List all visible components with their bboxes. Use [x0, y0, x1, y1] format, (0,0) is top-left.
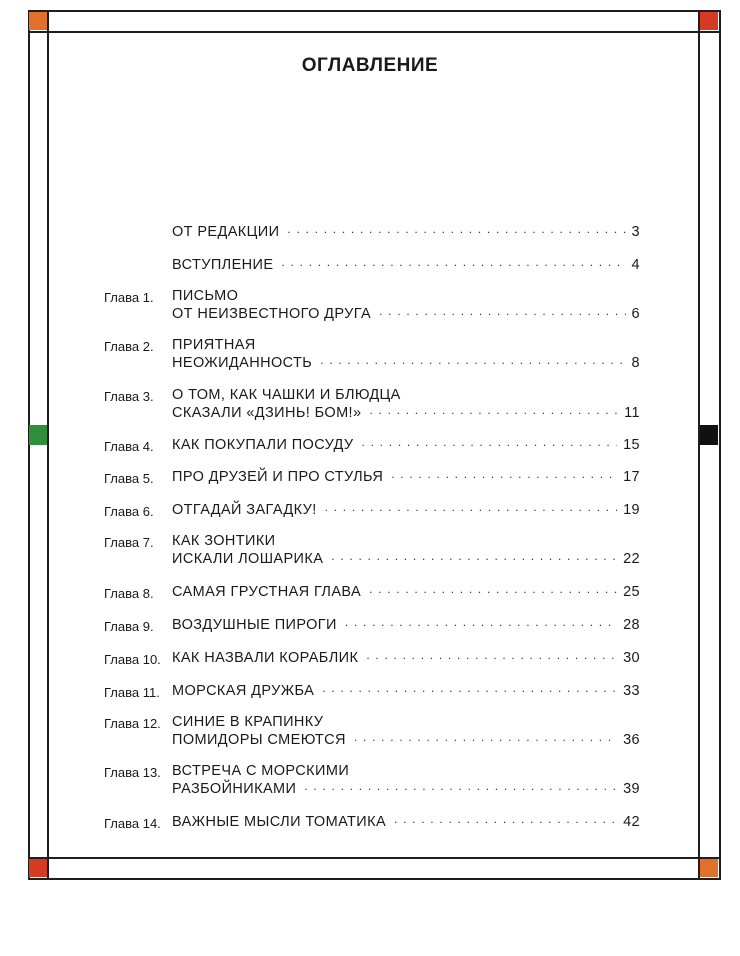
- chapter-title-row: [172, 405, 640, 421]
- chapter-title-line: ПРИЯТНАЯ: [172, 337, 256, 353]
- chapter-label: Глава 11.: [104, 685, 160, 700]
- page-number: 6: [631, 306, 640, 322]
- corner-top-left-square: [29, 12, 47, 30]
- frame-left-inner-line: [47, 10, 49, 880]
- chapter-title-line: ВАЖНЫЕ МЫСЛИ ТОМАТИКА: [172, 814, 387, 830]
- chapter-title-line: ПИСЬМО: [172, 288, 239, 304]
- dot-leader: [331, 549, 617, 563]
- page-number: 22: [623, 551, 640, 567]
- page-number: 15: [623, 437, 640, 453]
- dot-leader: [369, 582, 617, 596]
- page-number: 19: [623, 502, 640, 518]
- page-number: 3: [631, 224, 640, 240]
- chapter-label: Глава 12.: [104, 716, 161, 731]
- page-number: 4: [631, 257, 640, 273]
- chapter-title-row: [172, 437, 640, 453]
- frame-right-outer-line: [719, 10, 721, 880]
- frame-bottom-outer-line: [28, 878, 720, 880]
- chapter-title-row: [172, 584, 640, 600]
- chapter-title-line: ОТ НЕИЗВЕСТНОГО ДРУГА: [172, 306, 372, 322]
- chapter-label: Глава 7.: [104, 535, 154, 550]
- page-number: 28: [623, 617, 640, 633]
- chapter-label: Глава 6.: [104, 504, 154, 519]
- corner-bottom-left-square: [29, 859, 47, 877]
- chapter-label: Глава 4.: [104, 439, 154, 454]
- dot-leader: [354, 730, 617, 744]
- frame-bottom-inner-line: [28, 857, 720, 859]
- chapter-title-row: [172, 469, 640, 485]
- chapter-label: Глава 2.: [104, 339, 154, 354]
- chapter-title-row: [172, 650, 640, 666]
- page-number: 36: [623, 732, 640, 748]
- chapter-title-row: [172, 306, 640, 322]
- dot-leader: [394, 812, 617, 826]
- dot-leader: [322, 681, 617, 695]
- dot-leader: [366, 648, 617, 662]
- page-number: 11: [624, 405, 640, 421]
- corner-bottom-right-square: [700, 859, 718, 877]
- frame-top-inner-line: [28, 31, 720, 33]
- page-number: 8: [631, 355, 640, 371]
- chapter-title-row: [172, 732, 640, 748]
- chapter-title-line: РАЗБОЙНИКАМИ: [172, 781, 297, 797]
- chapter-label: Глава 13.: [104, 765, 161, 780]
- page-number: 39: [623, 781, 640, 797]
- chapter-title-line: ПОМИДОРЫ СМЕЮТСЯ: [172, 732, 346, 748]
- chapter-title-line: СИНИЕ В КРАПИНКУ: [172, 714, 324, 730]
- chapter-label: Глава 14.: [104, 816, 161, 831]
- chapter-label: Глава 9.: [104, 619, 154, 634]
- dot-leader: [391, 467, 617, 481]
- chapter-title-row: [172, 814, 640, 830]
- chapter-title-row: [172, 551, 640, 567]
- side-right-black-square: [700, 425, 718, 445]
- chapter-title-line: ВСТУПЛЕНИЕ: [172, 257, 274, 273]
- chapter-label: Глава 3.: [104, 389, 154, 404]
- chapter-title-line: ВСТРЕЧА С МОРСКИМИ: [172, 763, 350, 779]
- chapter-label: Глава 1.: [104, 290, 154, 305]
- dot-leader: [345, 615, 617, 629]
- page-number: 42: [623, 814, 640, 830]
- page-number: 17: [623, 469, 640, 485]
- chapter-title-row: [172, 355, 640, 371]
- chapter-title-row: [172, 683, 640, 699]
- chapter-title-row: [172, 781, 640, 797]
- chapter-title-line: НЕОЖИДАННОСТЬ: [172, 355, 313, 371]
- chapter-title-line: КАК ЗОНТИКИ: [172, 533, 276, 549]
- chapter-title-row: [172, 617, 640, 633]
- page-title: ОГЛАВЛЕНИЕ: [301, 55, 439, 76]
- chapter-title-line: ОТ РЕДАКЦИИ: [172, 224, 280, 240]
- frame-left-outer-line: [28, 10, 30, 880]
- chapter-title-line: ОТГАДАЙ ЗАГАДКУ!: [172, 502, 317, 518]
- dot-leader: [304, 779, 617, 793]
- corner-top-right-square: [700, 12, 718, 30]
- chapter-title-row: [172, 257, 640, 273]
- frame-top-outer-line: [28, 10, 720, 12]
- frame-right-inner-line: [698, 10, 700, 880]
- chapter-title-line: МОРСКАЯ ДРУЖБА: [172, 683, 315, 699]
- page-number: 25: [623, 584, 640, 600]
- chapter-title-row: [172, 224, 640, 240]
- chapter-label: Глава 5.: [104, 471, 154, 486]
- dot-leader: [362, 435, 618, 449]
- chapter-title-line: КАК НАЗВАЛИ КОРАБЛИК: [172, 650, 359, 666]
- dot-leader: [281, 255, 625, 269]
- dot-leader: [320, 353, 625, 367]
- page-number: 30: [623, 650, 640, 666]
- chapter-title-line: ПРО ДРУЗЕЙ И ПРО СТУЛЬЯ: [172, 469, 384, 485]
- chapter-label: Глава 8.: [104, 586, 154, 601]
- dot-leader: [369, 403, 618, 417]
- chapter-title-line: ИСКАЛИ ЛОШАРИКА: [172, 551, 324, 567]
- page-number: 33: [623, 683, 640, 699]
- chapter-label: Глава 10.: [104, 652, 161, 667]
- dot-leader: [379, 304, 625, 318]
- chapter-title-line: КАК ПОКУПАЛИ ПОСУДУ: [172, 437, 354, 453]
- chapter-title-line: СКАЗАЛИ «ДЗИНЬ! БОМ!»: [172, 405, 362, 421]
- dot-leader: [287, 222, 625, 236]
- dot-leader: [325, 500, 617, 514]
- side-left-green-square: [29, 425, 47, 445]
- chapter-title-line: САМАЯ ГРУСТНАЯ ГЛАВА: [172, 584, 362, 600]
- chapter-title-line: О ТОМ, КАК ЧАШКИ И БЛЮДЦА: [172, 387, 401, 403]
- chapter-title-row: [172, 502, 640, 518]
- chapter-title-line: ВОЗДУШНЫЕ ПИРОГИ: [172, 617, 337, 633]
